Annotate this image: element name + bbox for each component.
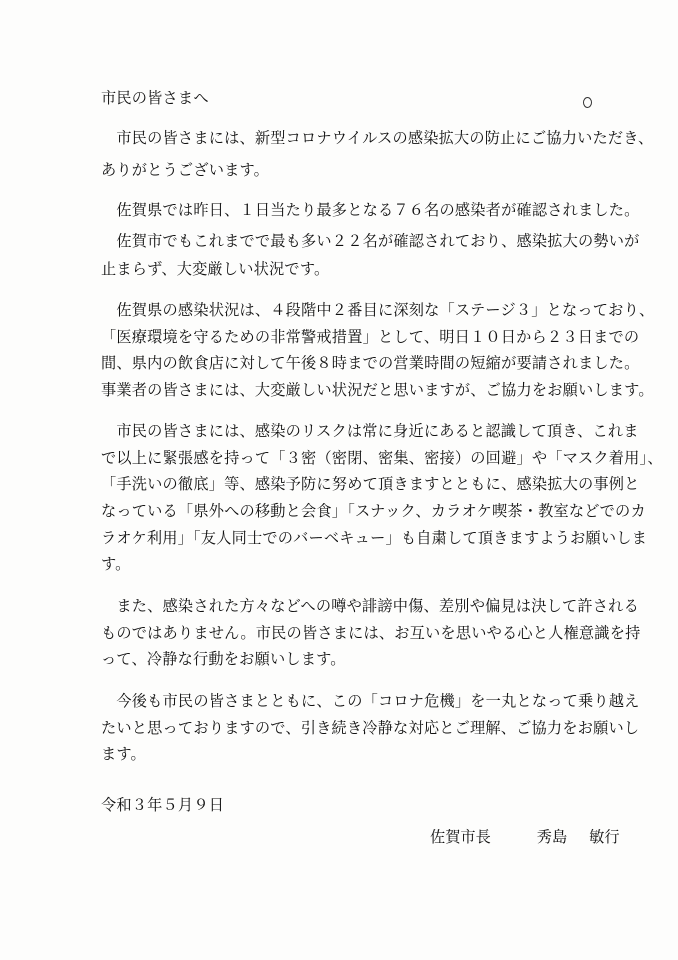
paragraph-1-line-2: ありがとうございます。 [101, 161, 270, 179]
paragraph-3-line-4: 事業者の皆さまには、大変厳しい状況だと思いますが、ご協力をお願いします。 [101, 381, 654, 399]
paragraph-2-line-3: 止まらず、大変厳しい状況です。 [101, 260, 330, 278]
signature-given-name: 敏行 [589, 828, 620, 846]
salutation: 市民の皆さまへ [101, 89, 209, 107]
paragraph-3-line-1: 佐賀県の感染状況は、４段階中２番目に深刻な「ステージ３」となっており、 [101, 301, 655, 319]
paragraph-1-line-1: 市民の皆さまには、新型コロナウイルスの感染拡大の防止にご協力いただき、 [101, 129, 654, 147]
paragraph-6-line-1: 今後も市民の皆さまとともに、この「コロナ危機」を一丸となって乗り越え [101, 692, 640, 710]
paragraph-4-line-4: なっている「県外への移動と会食」「スナック、カラオケ喫茶・教室などでのカ [101, 502, 646, 520]
paragraph-5-line-1: また、感染された方々などへの噂や誹謗中傷、差別や偏見は決して許される [101, 597, 639, 615]
signature-title: 佐賀市長 [430, 828, 491, 846]
paragraph-5-line-3: って、冷静な行動をお願いします。 [101, 650, 346, 668]
letter-date: 令和３年５月９日 [101, 796, 225, 814]
paragraph-2-line-2: 佐賀市でもこれまでで最も多い２２名が確認されており、感染拡大の勢いが [101, 232, 640, 250]
paragraph-4-line-5: ラオケ利用」「友人同士でのバーベキュー」も自粛して頂きますようお願いしま [101, 529, 648, 547]
signature-block [430, 827, 620, 847]
paragraph-4-line-2: で以上に緊張感を持って「３密（密閉、密集、密接）の回避」や「マスク着用」、 [101, 449, 663, 467]
paragraph-5-line-2: ものではありません。市民の皆さまには、お互いを思いやる心と人権意識を持 [101, 624, 641, 642]
paragraph-2-line-1: 佐賀県では昨日、１日当たり最多となる７６名の感染者が確認されました。 [101, 201, 640, 219]
paragraph-3-line-3: 間、県内の飲食店に対して午後８時までの営業時間の短縮が要請されました。 [101, 354, 640, 372]
paragraph-6-line-3: ます。 [101, 745, 146, 763]
signature-surname: 秀島 [536, 828, 568, 846]
paragraph-3-line-2: 「医療環境を守るための非常警戒措置」として、明日１０日から２３日までの [101, 328, 640, 346]
paragraph-6-line-2: たいと思っておりますので、引き続き冷静な対応とご理解、ご協力をお願いし [101, 719, 640, 737]
paragraph-4-line-6: す。 [101, 555, 131, 573]
paragraph-4-line-1: 市民の皆さまには、感染のリスクは常に身近にあると認識して頂き、これま [101, 422, 639, 440]
scan-ring-mark [583, 97, 592, 108]
paragraph-4-line-3: 「手洗いの徹底」等、感染予防に努めて頂きますとともに、感染拡大の事例と [101, 475, 640, 493]
